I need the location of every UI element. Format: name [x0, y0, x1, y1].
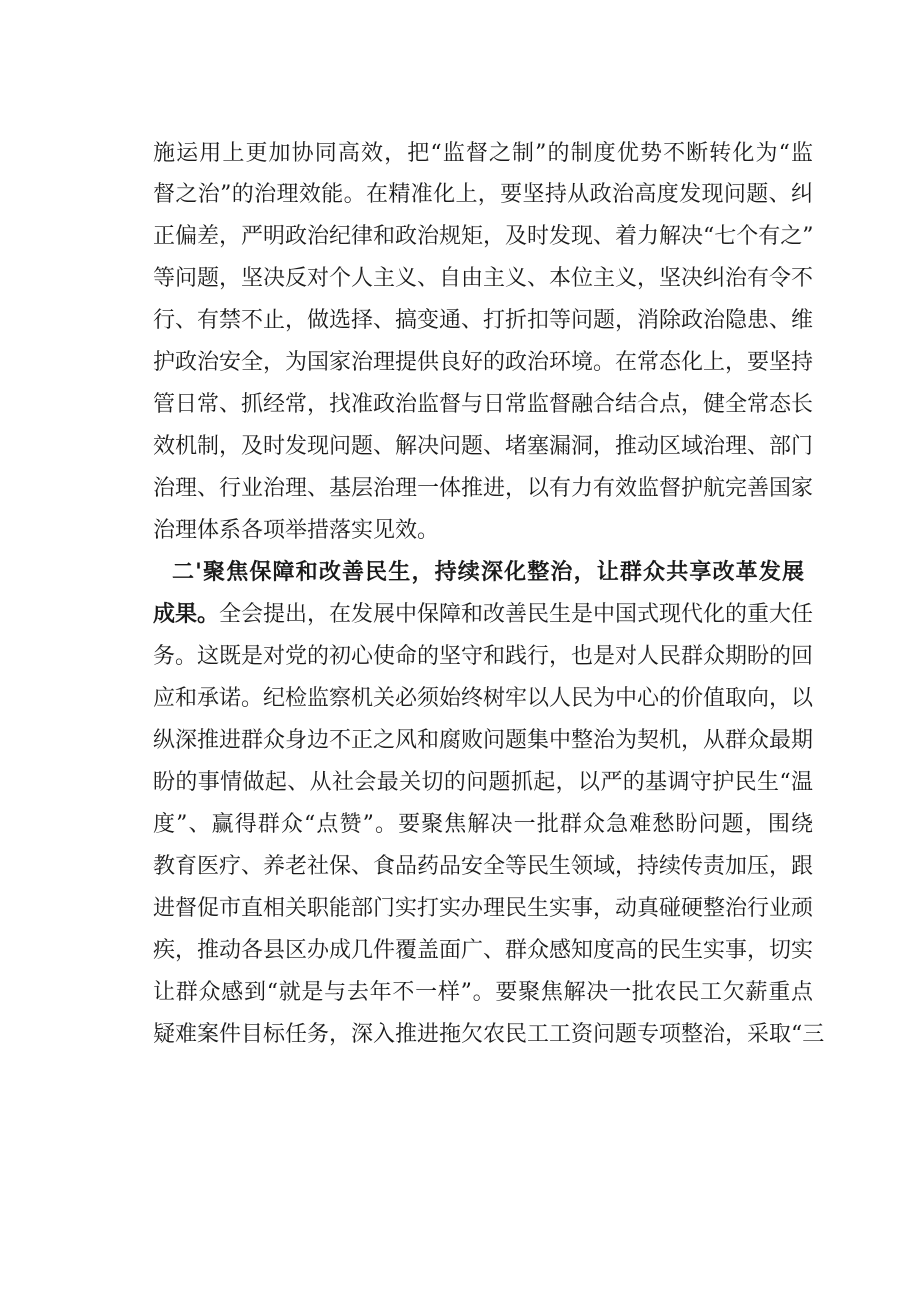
paragraph-line: 管日常、抓经常，找准政治监督与日常监督融合结合点，健全常态长: [153, 392, 814, 417]
paragraph-line: 应和承诺。纪检监察机关必须始终树牢以人民为中心的价值取向，以: [153, 686, 814, 711]
paragraph-line: 施运用上更加协同高效，把“监督之制”的制度优势不断转化为“监: [153, 141, 813, 166]
paragraph-line: 纵深推进群众身边不正之风和腐败问题集中整治为契机，从群众最期: [153, 728, 814, 753]
paragraph-line: 务。这既是对党的初心使命的坚守和践行，也是对人民群众期盼的回: [153, 644, 814, 669]
paragraph-line: 治理、行业治理、基层治理一体推进，以有力有效监督护航完善国家: [153, 476, 814, 501]
paragraph-line: 等问题，坚决反对个人主义、自由主义、本位主义，坚决纠治有令不: [153, 266, 814, 291]
paragraph-line: 护政治安全，为国家治理提供良好的政治环境。在常态化上，要坚持: [153, 350, 814, 375]
paragraph-line: 疾，推动各县区办成几件覆盖面广、群众感知度高的民生实事，切实: [153, 938, 814, 963]
paragraph-line: 正偏差，严明政治纪律和政治规矩，及时发现、着力解决“七个有之”: [153, 224, 814, 249]
paragraph-line: 效机制，及时发现问题、解决问题、堵塞漏洞，推动区域治理、部门: [153, 434, 814, 459]
paragraph-line: 行、有禁不止，做选择、搞变通、打折扣等问题，消除政治隐患、维: [153, 308, 814, 333]
paragraph-line: 进督促市直相关职能部门实打实办理民生实事，动真碰硬整治行业顽: [153, 896, 814, 921]
paragraph-line: 治理体系各项举措落实见效。: [153, 518, 440, 543]
section-heading-end: 成果。: [153, 602, 220, 627]
section-intro-text: 全会提出，在发展中保障和改善民生是中国式现代化的重大任: [219, 602, 814, 627]
paragraph-line: 度”、赢得群众“点赞”。要聚焦解决一批群众急难愁盼问题，围绕: [153, 812, 813, 837]
paragraph-line: 盼的事情做起、从社会最关切的问题抓起，以严的基调守护民生“温: [153, 770, 813, 795]
section-heading-continuation: [153, 600, 813, 630]
paragraph-line: 督之治”的治理效能。在精准化上，要坚持从政治高度发现问题、纠: [153, 182, 813, 207]
paragraph-line: 让群众感到“就是与去年不一样”。要聚焦解决一批农民工欠薪重点: [153, 980, 813, 1005]
section-heading: 二'聚焦保障和改善民生，持续深化整治，让群众共享改革发展: [172, 560, 804, 585]
paragraph-line: 疑难案件目标任务，深入推进拖欠农民工工资问题专项整治，采取“三: [153, 1022, 825, 1047]
paragraph-line: 教育医疗、养老社保、食品药品安全等民生领域，持续传责加压，跟: [153, 854, 814, 879]
